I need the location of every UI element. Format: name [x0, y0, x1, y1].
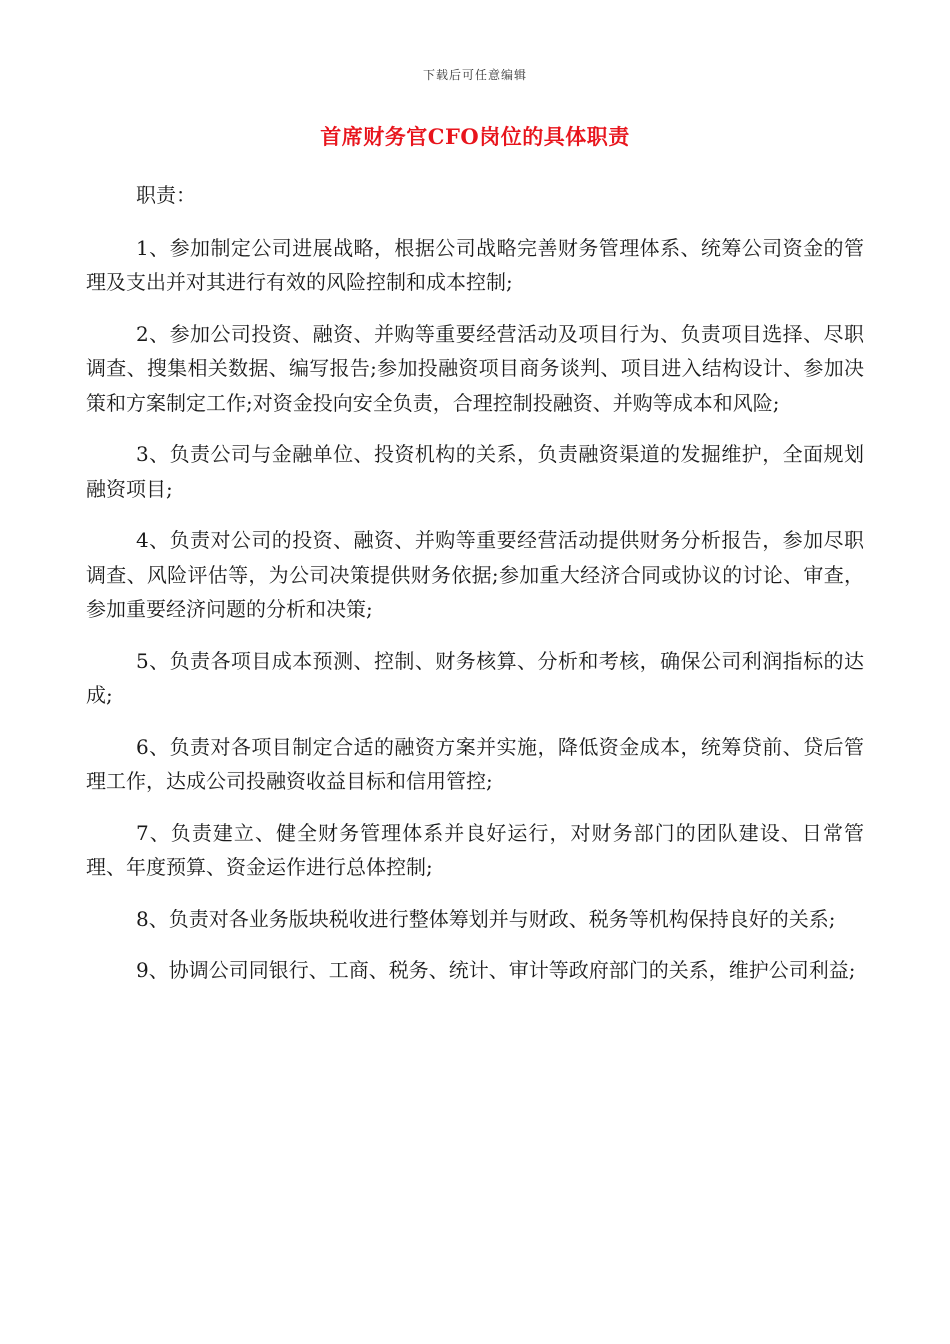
duty-item-3: 3、负责公司与金融单位、投资机构的关系，负责融资渠道的发掘维护，全面规划融资项目;: [86, 442, 864, 501]
section-label: 职责：: [136, 183, 196, 207]
duty-item-6: 6、负责对各项目制定合适的融资方案并实施，降低资金成本，统筹贷前、贷后管理工作，达成公司投融资收益目标和信用管控;: [86, 734, 864, 793]
duty-item-8: 8、负责对各业务版块税收进行整体筹划并与财政、税务等机构保持良好的关系;: [136, 906, 836, 931]
duty-item-7: 7、负责建立、健全财务管理体系并良好运行，对财务部门的团队建设、日常管理、年度预算、资金运作进行总体控制;: [86, 820, 864, 879]
header-note: 下载后可任意编辑: [422, 68, 527, 82]
duty-item-1: 1、参加制定公司进展战略，根据公司战略完善财务管理体系、统筹公司资金的管理及支出并对其进行有效的风险控制和成本控制;: [86, 235, 864, 294]
document-body: [86, 178, 864, 1005]
document-title: 首席财务官CFO岗位的具体职责: [320, 124, 630, 149]
duty-item-5: 5、负责各项目成本预测、控制、财务核算、分析和考核，确保公司利润指标的达成;: [86, 648, 864, 707]
duty-item-2: 2、参加公司投资、融资、并购等重要经营活动及项目行为、负责项目选择、尽职调查、搜集相关数据、编写报告;参加投融资项目商务谈判、项目进入结构设计、参加决策和方案制定工作;对资金投向安全负责，合理控制投融资、并购等成本和风险;: [86, 321, 864, 415]
duty-item-9: 9、协调公司同银行、工商、税务、统计、审计等政府部门的关系，维护公司利益;: [136, 958, 856, 982]
duty-item-4: 4、负责对公司的投资、融资、并购等重要经营活动提供财务分析报告，参加尽职调查、风险评估等，为公司决策提供财务依据;参加重大经济合同或协议的讨论、审查，参加重要经济问题的分析和决策;: [86, 528, 864, 621]
